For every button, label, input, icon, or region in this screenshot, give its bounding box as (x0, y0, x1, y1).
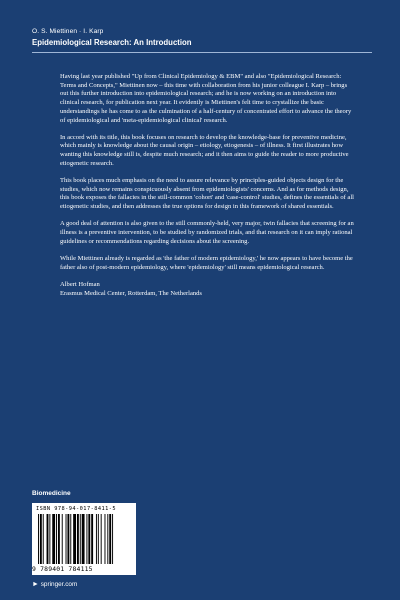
publisher-url (32, 581, 77, 588)
barcode-bar (77, 514, 79, 564)
barcode-bar (88, 514, 90, 564)
arrow-bullet-icon: ► (32, 581, 39, 588)
barcode-bar (40, 514, 42, 564)
signature-name: Albert Hofman (60, 280, 100, 288)
subject-category: Biomedicine (32, 490, 71, 497)
barcode-bar (107, 514, 108, 564)
barcode-bar (112, 514, 113, 564)
barcode-bar (47, 514, 49, 564)
barcode-bar (52, 514, 55, 564)
isbn-label: ISBN 978-94-017-8411-5 (36, 506, 117, 512)
barcode-bar (66, 514, 67, 564)
blurb-paragraph: A good deal of attention is also given to the still commonly-held, very major, twin fallacies that screening for an illness is a preventive intervention, to be studied by randomized trials, and that research on it can imply rational guidelines or recommendations regarding decisions about the screening. (60, 220, 354, 245)
barcode-bar (96, 514, 97, 564)
isbn-barcode (32, 503, 136, 575)
barcode-bar (86, 514, 87, 564)
isbn-digits: 9 789401 784115 (32, 565, 93, 573)
back-cover-blurb (60, 73, 355, 298)
barcode-bar (56, 514, 57, 564)
barcode-bar (109, 514, 111, 564)
barcode-bar (38, 514, 39, 564)
header-divider (32, 52, 372, 53)
barcode-bar (105, 514, 106, 564)
barcode-bar (91, 514, 93, 564)
barcode-bar (80, 514, 81, 564)
blurb-paragraph: This book places much emphasis on the need to assure relevance by principles-guided objects design for the studies, which now remains conspicuously absent from epidemiologists' concerns. And as for methods design, this book exposes the fallacies in the still-common 'cohort' and 'case-control' studies, defines the essentials of all etiogenetic studies, and then addresses the true options for design in this framework of shared essentials. (60, 177, 354, 211)
barcode-bar (58, 514, 60, 564)
barcode-bar (70, 514, 71, 564)
barcode-bar (49, 514, 50, 564)
blurb-paragraph: Having last year published "Up from Clinical Epidemiology & EBM" and also "Epidemiological Research: Terms and Concepts," Miettinen now – this time with collaboration from his junior colleague I. Karp – brings out this further introduction into epidemiological research; and he is now working on an introduction into clinical research, for publication next year. It evidently is Miettinen's felt time to crystallize the basic understandings he has come to as the culmination of a half-century of concentrated effort to advance the theory of epidemiological and 'meta-epidemiological clinical' research. (60, 73, 352, 124)
barcode-bar (101, 514, 102, 564)
barcode-bar (98, 514, 99, 564)
barcode-bars (38, 514, 130, 566)
blurb-paragraph: While Miettinen already is regarded as 'the father of modern epidemiology,' he now appears to have become the father also of post-modern epidemiology, where 'epidemiology' still means epidemiological research. (60, 254, 353, 271)
barcode-bar (82, 514, 85, 564)
publisher-link[interactable]: springer.com (40, 581, 78, 588)
book-title: Epidemiological Research: An Introduction (32, 38, 192, 47)
book-authors: O. S. Miettinen · I. Karp (32, 28, 104, 35)
barcode-bar (43, 514, 44, 564)
blurb-paragraph: In accord with its title, this book focuses on research to develop the knowledge-base for preventive medicine, which mainly is knowledge about the causal origin – etiology, etiogenesis – of illness. It first illustrates how wanting this knowledge still is, despite much research; and it then aims to guide the reader to more productive etiogenetic research. (60, 133, 349, 167)
signature-affiliation: Erasmus Medical Center, Rotterdam, The Netherlands (60, 289, 202, 297)
barcode-bar (62, 514, 63, 564)
barcode-bar (67, 514, 69, 564)
barcode-bar (73, 514, 76, 564)
